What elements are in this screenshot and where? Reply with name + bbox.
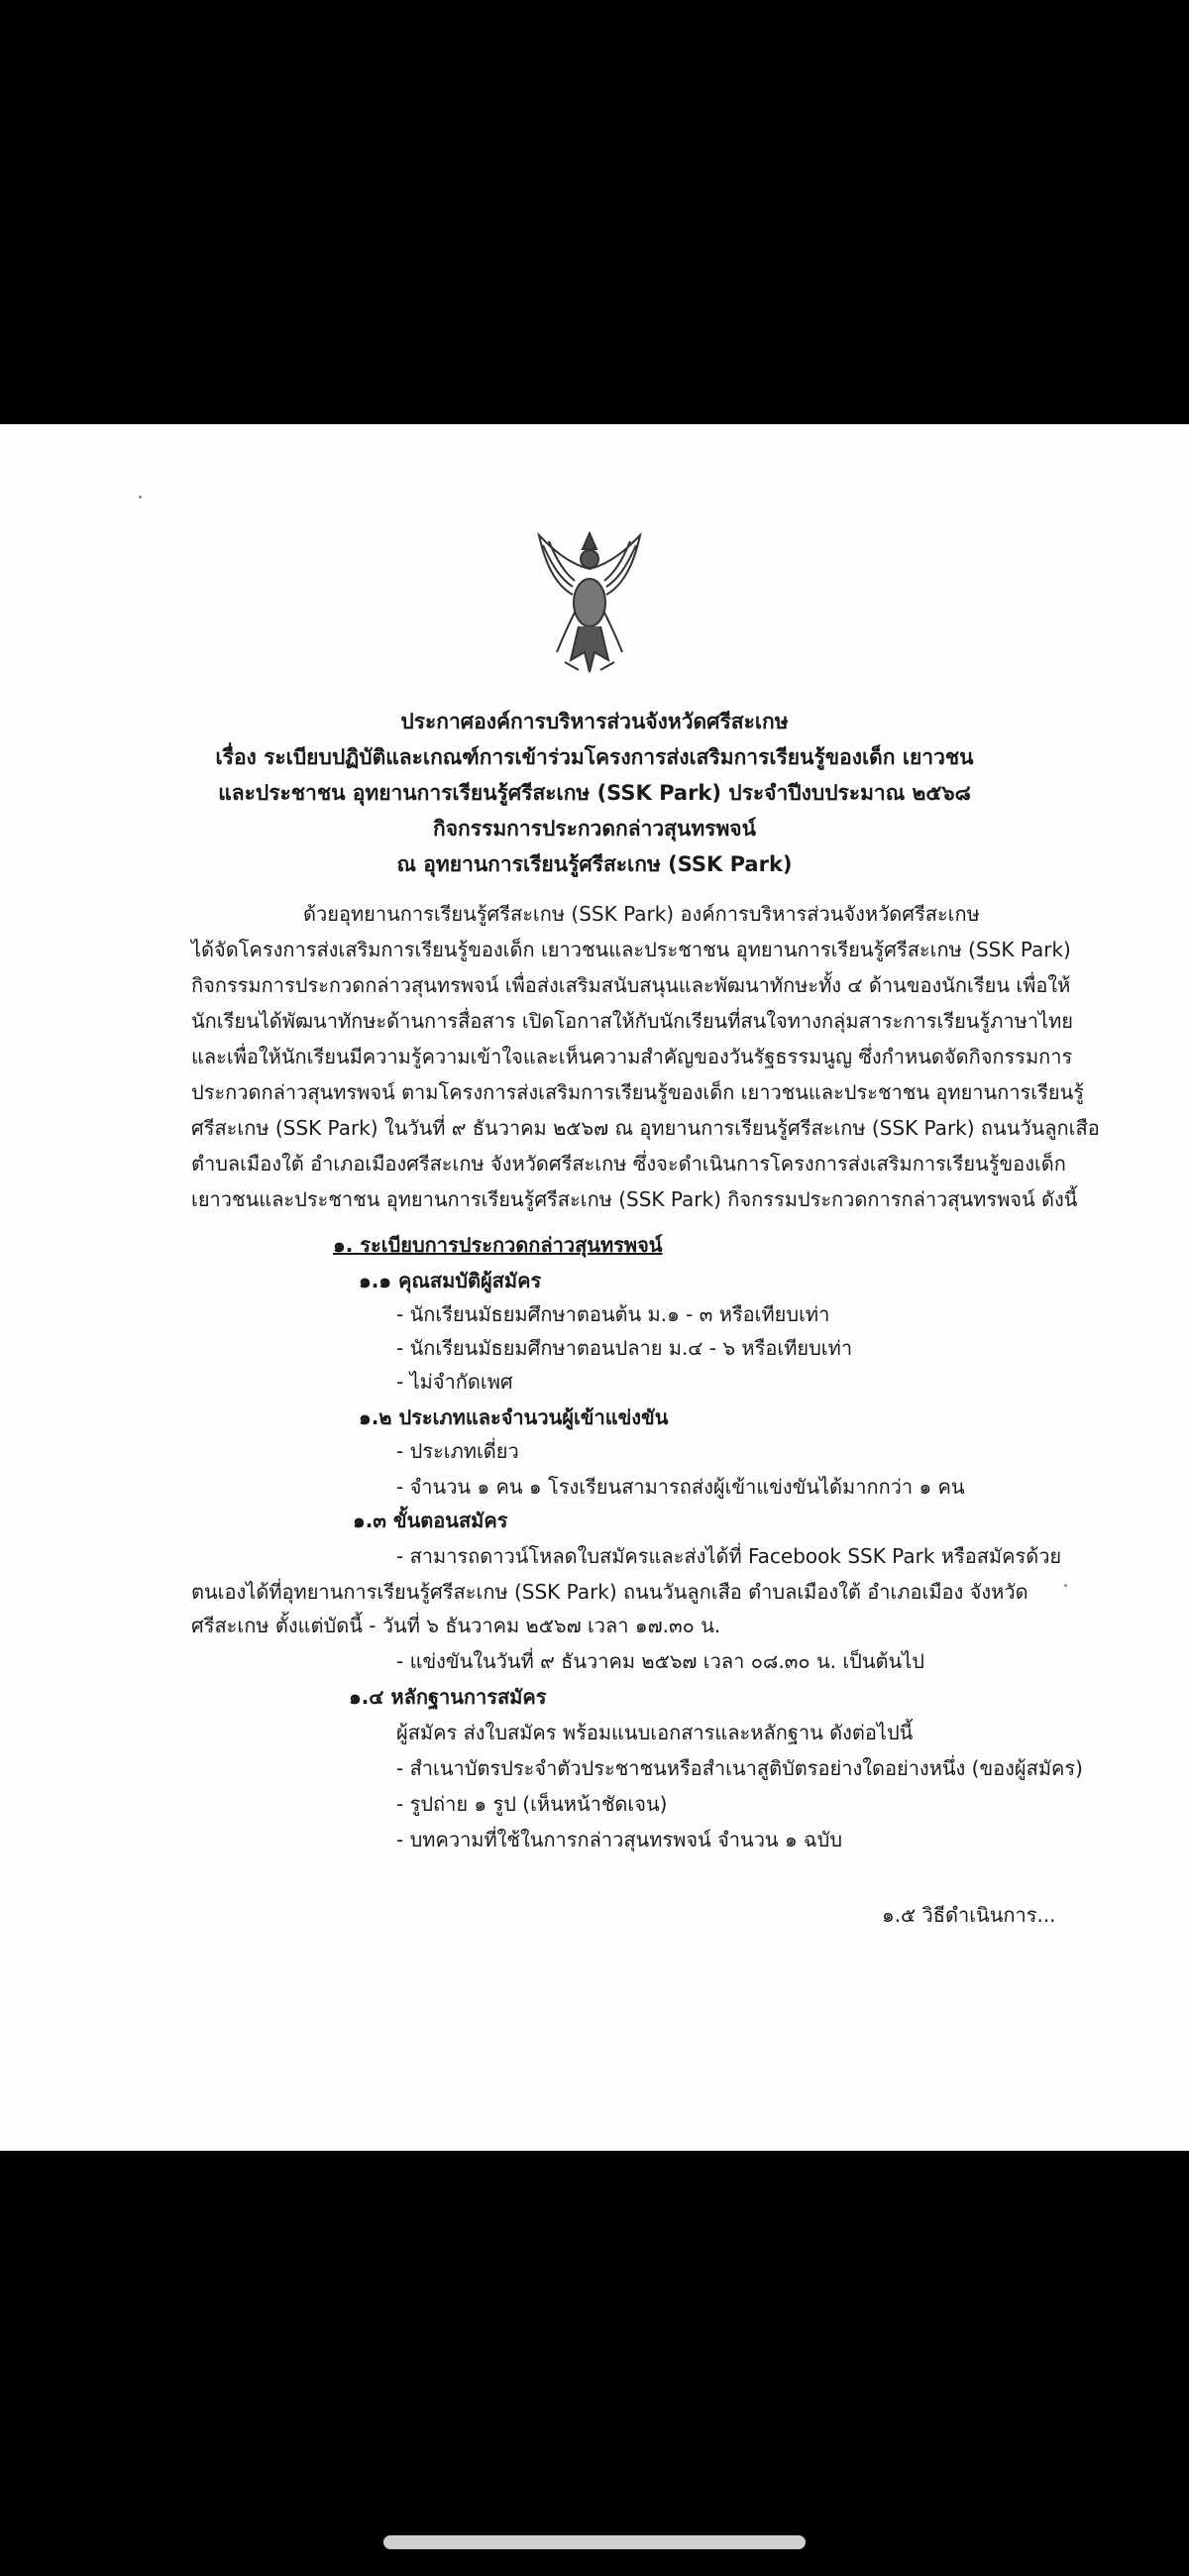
section-1-2-title: ๑.๒ ประเภทและจำนวนผู้เข้าแข่งขัน [359, 1405, 669, 1429]
intro-line: ได้จัดโครงการส่งเสริมการเรียนรู้ของเด็ก เยาวชนและประชาชน อุทยานการเรียนรู้ศรีสะเกษ (SSK Park) [191, 938, 1071, 961]
list-item: - ประเภทเดี่ยว [396, 1439, 519, 1463]
section-1-4-title: ๑.๔ หลักฐานการสมัคร [349, 1685, 547, 1709]
list-item: - นักเรียนมัธยมศึกษาตอนต้น ม.๑ - ๓ หรือเทียบเท่า [396, 1302, 830, 1326]
intro-line: เยาวชนและประชาชน อุทยานการเรียนรู้ศรีสะเกษ (SSK Park) กิจกรรมประกวดการกล่าวสุนทรพจน์ ดังนี้ [191, 1187, 1078, 1211]
intro-line: กิจกรรมการประกวดกล่าวสุนทรพจน์ เพื่อส่งเสริมสนับสนุนและพัฒนาทักษะทั้ง ๔ ด้านของนักเรียน เพื่อให้ [191, 973, 1071, 997]
top-black-area [0, 0, 1189, 424]
intro-line: ตำบลเมืองใต้ อำเภอเมืองศรีสะเกษ จังหวัดศรีสะเกษ ซึ่งจะดำเนินการโครงการส่งเสริมการเรียนรู้ของเด็ก [191, 1152, 1066, 1176]
org-title: ประกาศองค์การบริหารส่วนจังหวัดศรีสะเกษ [400, 710, 789, 733]
list-item: - นักเรียนมัธยมศึกษาตอนปลาย ม.๔ - ๖ หรือเทียบเท่า [396, 1336, 853, 1360]
continuation-note: ๑.๕ วิธีดำเนินการ... [882, 1903, 1056, 1927]
section-1-1-title: ๑.๑ คุณสมบัติผู้สมัคร [359, 1269, 542, 1292]
subject-line-1: เรื่อง ระเบียบปฏิบัติและเกณฑ์การเข้าร่วมโครงการส่งเสริมการเรียนรู้ของเด็ก เยาวชน [215, 745, 974, 769]
list-item: - จำนวน ๑ คน ๑ โรงเรียนสามารถส่งผู้เข้าแข่งขันได้มากกว่า ๑ คน [396, 1475, 965, 1499]
list-item-continued: ศรีสะเกษ ตั้งแต่บัดนี้ - วันที่ ๖ ธันวาคม ๒๕๖๗ เวลา ๑๗.๓๐ น. [191, 1614, 721, 1637]
intro-line: นักเรียนได้พัฒนาทักษะด้านการสื่อสาร เปิดโอกาสให้กับนักเรียนที่สนใจทางกลุ่มสาระการเรียนรู้ภาษาไทย [191, 1009, 1073, 1033]
list-item: - ไม่จำกัดเพศ [396, 1370, 513, 1394]
intro-line: ด้วยอุทยานการเรียนรู้ศรีสะเกษ (SSK Park) องค์การบริหารส่วนจังหวัดศรีสะเกษ [303, 902, 980, 926]
list-item: - สามารถดาวน์โหลดใบสมัครและส่งได้ที่ Facebook SSK Park หรือสมัครด้วย [396, 1544, 1062, 1568]
subject-line-2: และประชาชน อุทยานการเรียนรู้ศรีสะเกษ (SSK Park) ประจำปีงบประมาณ ๒๕๖๘ [218, 781, 971, 805]
list-item-continued: ตนเองได้ที่อุทยานการเรียนรู้ศรีสะเกษ (SSK Park) ถนนวันลูกเสือ ตำบลเมืองใต้ อำเภอเมือง จังหวัด [191, 1580, 1028, 1604]
speck [139, 496, 142, 499]
subject-line-3: กิจกรรมการประกวดกล่าวสุนทรพจน์ [433, 817, 756, 840]
intro-line: ประกวดกล่าวสุนทรพจน์ ตามโครงการส่งเสริมการเรียนรู้ของเด็ก เยาวชนและประชาชน อุทยานการเรียนรู้ [191, 1080, 1085, 1104]
home-indicator[interactable] [383, 2535, 806, 2549]
subject-line-4: ณ อุทยานการเรียนรู้ศรีสะเกษ (SSK Park) [396, 852, 793, 876]
list-item: - บทความที่ใช้ในการกล่าวสุนทรพจน์ จำนวน ๑ ฉบับ [396, 1828, 843, 1851]
document-page [0, 424, 1189, 2151]
list-item: - แข่งขันในวันที่ ๙ ธันวาคม ๒๕๖๗ เวลา ๐๘.๓๐ น. เป็นต้นไป [396, 1649, 924, 1673]
section-1-3-title: ๑.๓ ขั้นตอนสมัคร [353, 1509, 508, 1532]
bottom-black-area [0, 2151, 1189, 2576]
intro-line: และเพื่อให้นักเรียนมีความรู้ความเข้าใจและเห็นความสำคัญของวันรัฐธรรมนูญ ซึ่งกำหนดจัดกิจกรรมการ [191, 1045, 1073, 1068]
speck [1064, 1584, 1067, 1587]
garuda-emblem-icon [535, 523, 644, 682]
section-1-title: ๑. ระเบียบการประกวดกล่าวสุนทรพจน์ [333, 1233, 663, 1257]
list-item: - สำเนาบัตรประจำตัวประชาชนหรือสำเนาสูติบัตรอย่างใดอย่างหนึ่ง (ของผู้สมัคร) [396, 1756, 1083, 1780]
section-1-4-lead: ผู้สมัคร ส่งใบสมัคร พร้อมแนบเอกสารและหลักฐาน ดังต่อไปนี้ [396, 1721, 914, 1744]
intro-line: ศรีสะเกษ (SSK Park) ในวันที่ ๙ ธันวาคม ๒๕๖๗ ณ อุทยานการเรียนรู้ศรีสะเกษ (SSK Park) ถนนวันลูกเสือ [191, 1116, 1100, 1140]
list-item: - รูปถ่าย ๑ รูป (เห็นหน้าชัดเจน) [396, 1792, 668, 1816]
